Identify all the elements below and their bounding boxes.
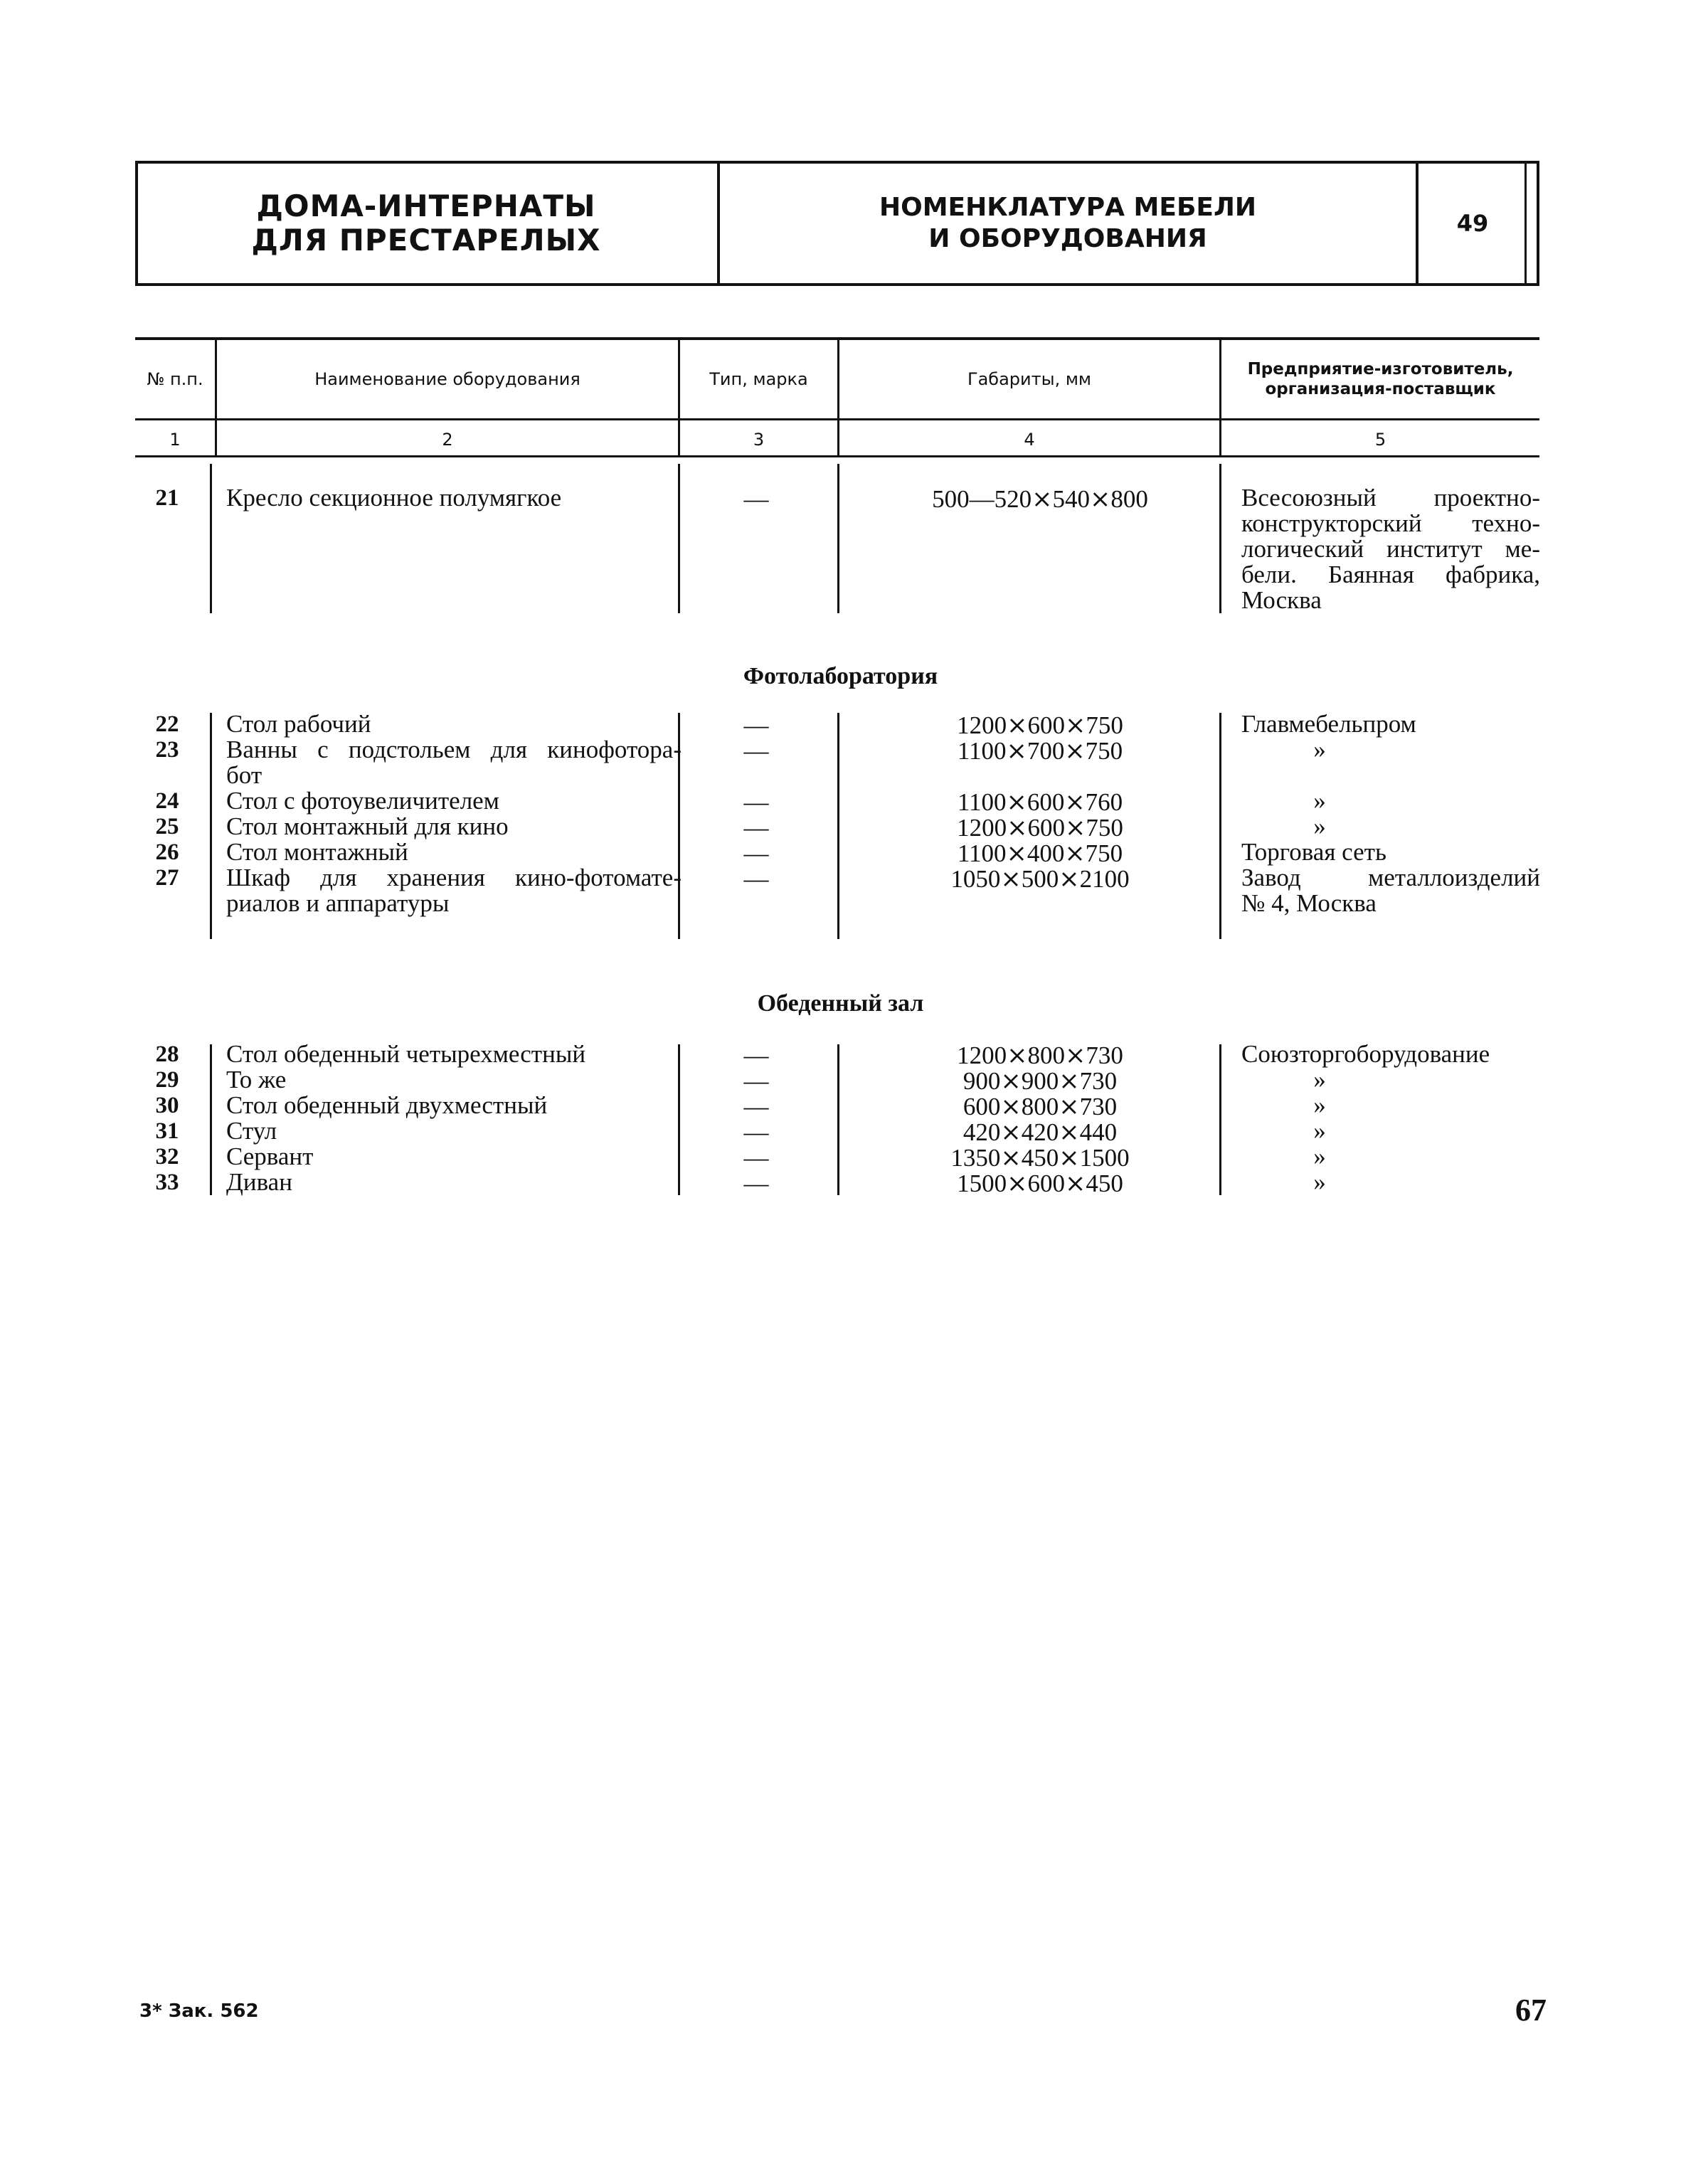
row-23-name	[226, 737, 682, 788]
row-27-supplier	[1241, 865, 1540, 916]
row-31-name: Стул	[226, 1117, 277, 1145]
row-23-number: 23	[155, 737, 179, 763]
col-number-4: 4	[1024, 430, 1035, 450]
row-29-supplier: »	[1313, 1066, 1326, 1093]
row-27-number: 27	[155, 865, 179, 891]
row-25-dimensions: 1200⨯600⨯750	[957, 814, 1123, 842]
row-27-name-line2: риалов и аппаратуры	[226, 889, 450, 917]
row-29-number: 29	[155, 1067, 179, 1093]
row-21-supplier-line1: Всесоюзный проектно-	[1241, 484, 1540, 511]
page-number: 67	[1515, 1993, 1547, 2027]
row-22-number: 22	[155, 711, 179, 737]
header-inner-border	[1524, 164, 1537, 283]
col-header-number: № п.п.	[147, 369, 203, 389]
row-29-name: То же	[226, 1066, 287, 1093]
header-subject	[717, 164, 1416, 283]
col-header-supplier-line1: Предприятие-изготовитель,	[1247, 360, 1514, 378]
row-31-number: 31	[155, 1118, 179, 1144]
row-33-supplier: »	[1313, 1168, 1326, 1196]
row-25-type: —	[743, 814, 769, 842]
col-header-type: Тип, марка	[709, 369, 808, 389]
row-divider	[210, 1044, 212, 1195]
row-25-supplier: »	[1313, 812, 1326, 840]
row-32-number: 32	[155, 1144, 179, 1170]
row-30-dimensions: 600⨯800⨯730	[963, 1093, 1118, 1120]
row-21-number: 21	[155, 485, 179, 511]
row-24-name: Стол с фотоувеличителем	[226, 787, 499, 815]
row-33-name: Диван	[226, 1168, 292, 1196]
col-number-2: 2	[442, 430, 453, 450]
row-27-supplier-line1: Завод металлоизделий	[1241, 864, 1540, 891]
row-26-type: —	[743, 839, 769, 867]
row-21-dimensions: 500—520⨯540⨯800	[932, 485, 1148, 513]
row-24-type: —	[743, 788, 769, 816]
footer-order-number: 3* Зак. 562	[139, 2000, 259, 2022]
row-23-type: —	[743, 737, 769, 765]
row-21-supplier-line4: бели. Баянная фабрика,	[1241, 561, 1540, 588]
row-21-supplier-line2: конструкторский техно-	[1241, 509, 1540, 537]
row-26-number: 26	[155, 839, 179, 865]
row-28-dimensions: 1200⨯800⨯730	[957, 1041, 1123, 1069]
col-number-1: 1	[169, 430, 181, 450]
row-26-name: Стол монтажный	[226, 838, 408, 866]
col-header-supplier	[1221, 340, 1539, 418]
col-header-dimensions: Габариты, мм	[967, 369, 1092, 389]
sheet-number: 49	[1456, 210, 1489, 237]
header-title	[138, 164, 714, 283]
row-27-dimensions: 1050⨯500⨯2100	[950, 865, 1130, 893]
row-24-supplier: »	[1313, 787, 1326, 815]
row-22-type: —	[743, 711, 769, 739]
row-22-supplier: Главмебельпром	[1241, 710, 1416, 738]
row-23-name-line2: бот	[226, 761, 263, 789]
row-23-dimensions: 1100⨯700⨯750	[957, 737, 1123, 765]
section-title-photolab: Фотолаборатория	[743, 663, 938, 689]
row-32-type: —	[743, 1144, 769, 1172]
row-33-number: 33	[155, 1170, 179, 1195]
row-21-supplier-line5: Москва	[1241, 586, 1322, 614]
row-28-supplier: Союзторгоборудование	[1241, 1040, 1490, 1068]
row-21-supplier-line3: логический институт ме-	[1241, 535, 1540, 563]
row-33-type: —	[743, 1170, 769, 1197]
row-30-number: 30	[155, 1093, 179, 1118]
row-30-supplier: »	[1313, 1091, 1326, 1119]
row-29-type: —	[743, 1067, 769, 1095]
row-21-name: Кресло секционное полумягкое	[226, 484, 562, 511]
row-22-name: Стол рабочий	[226, 710, 371, 738]
row-31-type: —	[743, 1118, 769, 1146]
row-29-dimensions: 900⨯900⨯730	[963, 1067, 1118, 1095]
row-divider	[837, 1044, 839, 1195]
row-24-dimensions: 1100⨯600⨯760	[957, 788, 1123, 816]
row-21-supplier	[1241, 485, 1540, 613]
col-header-name: Наименование оборудования	[314, 369, 580, 389]
col-number-3: 3	[753, 430, 765, 450]
row-26-dimensions: 1100⨯400⨯750	[957, 839, 1123, 867]
row-divider	[837, 713, 839, 939]
row-32-name: Сервант	[226, 1143, 314, 1170]
row-23-supplier: »	[1313, 736, 1326, 763]
header-sheet-cell	[1416, 164, 1537, 283]
row-24-number: 24	[155, 788, 179, 814]
row-30-name: Стол обеденный двухместный	[226, 1091, 548, 1119]
row-27-type: —	[743, 865, 769, 893]
row-23-name-line1: Ванны с подстольем для кинофотора-	[226, 736, 682, 763]
row-27-supplier-line2: № 4, Москва	[1241, 889, 1377, 917]
row-divider	[837, 464, 839, 613]
col-number-5: 5	[1374, 430, 1386, 450]
row-21-type: —	[743, 485, 769, 513]
row-25-name: Стол монтажный для кино	[226, 812, 509, 840]
row-28-number: 28	[155, 1041, 179, 1067]
row-33-dimensions: 1500⨯600⨯450	[957, 1170, 1123, 1197]
section-title-dining-hall: Обеденный зал	[757, 990, 924, 1017]
col-header-supplier-line2: организация-поставщик	[1265, 380, 1496, 398]
row-27-name-line1: Шкаф для хранения кино-фотомате-	[226, 864, 682, 891]
header-title-line2: ДЛЯ ПРЕСТАРЕЛЫХ	[251, 223, 601, 258]
row-25-number: 25	[155, 814, 179, 839]
row-32-dimensions: 1350⨯450⨯1500	[950, 1144, 1130, 1172]
document-header	[135, 161, 1539, 286]
row-28-name: Стол обеденный четырехместный	[226, 1040, 586, 1068]
row-22-dimensions: 1200⨯600⨯750	[957, 711, 1123, 739]
row-26-supplier: Торговая сеть	[1241, 838, 1386, 866]
header-subject-line1: НОМЕНКЛАТУРА МЕБЕЛИ	[879, 193, 1257, 222]
row-divider	[210, 464, 212, 613]
row-27-name	[226, 865, 682, 916]
header-title-line1: ДОМА-ИНТЕРНАТЫ	[256, 189, 596, 223]
header-subject-line2: И ОБОРУДОВАНИЯ	[928, 224, 1207, 253]
row-divider	[210, 713, 212, 939]
row-30-type: —	[743, 1093, 769, 1120]
row-31-dimensions: 420⨯420⨯440	[963, 1118, 1118, 1146]
row-28-type: —	[743, 1041, 769, 1069]
row-31-supplier: »	[1313, 1117, 1326, 1145]
row-32-supplier: »	[1313, 1143, 1326, 1170]
